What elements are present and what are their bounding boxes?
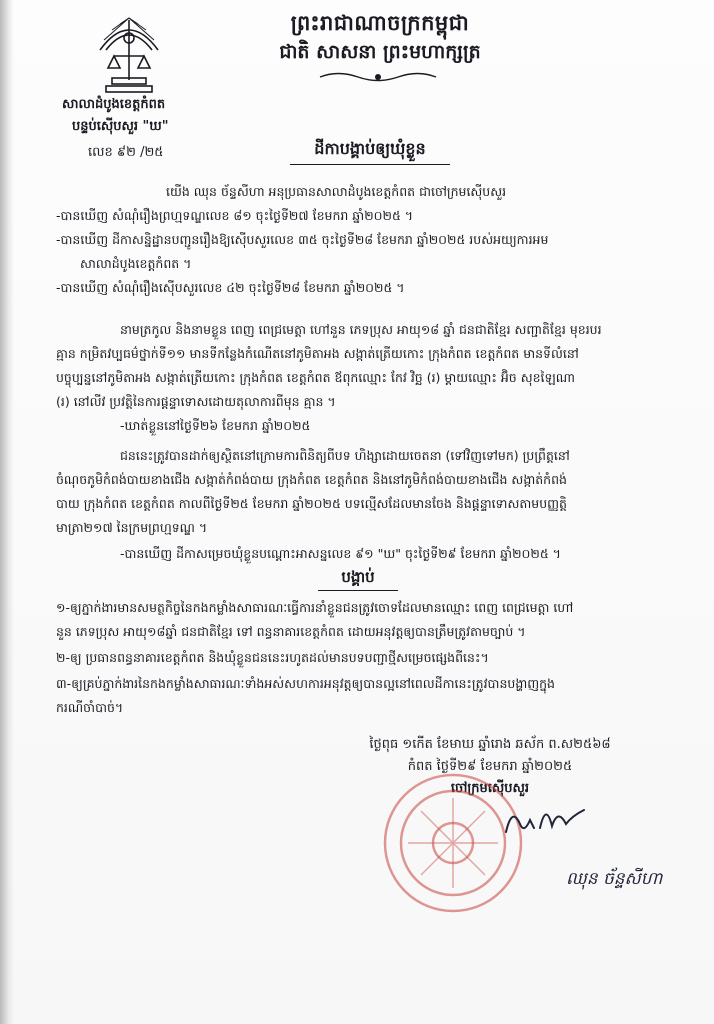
order-line: នួន ភេទប្រុស អាយុ១៨ឆ្នាំ ជនជាតិខ្មែរ ទៅ ពន្ធនាគារខេត្តកំពត ដោយអនុវត្តឲ្យបានត្រឹមត្រូវតាមច្បាប់ ។ bbox=[56, 624, 526, 639]
signing-date: កំពត ថ្ងៃទី២៩ ខែមករា ឆ្នាំ២០២៥ bbox=[407, 759, 573, 774]
scan-edge-shadow bbox=[0, 0, 14, 1024]
body-line: សាលាដំបូងខេត្តកំពត ។ bbox=[80, 256, 192, 271]
body-line: ជននេះត្រូវបានដាក់ឲ្យស្ថិតនៅក្រោមការពិនិត្យពីបទ ហិង្សាដោយចេតនា (ទៅវិញទៅមក) ប្រព្រឹត្តនៅ bbox=[120, 448, 570, 463]
kingdom-heading: ព្រះរាជាណាចក្រកម្ពុជា bbox=[290, 11, 470, 35]
signer-role: ចៅក្រមស៊ើបសួរ bbox=[450, 781, 530, 796]
court-name: សាលាដំបូងខេត្តកំពត bbox=[62, 97, 166, 112]
body-line: បាយ ក្រុងកំពត ខេត្តកំពត កាលពីថ្ងៃទី២៥ ខែមករា ឆ្នាំ២០២៥ បទល្មើសដែលមានចែង និងផ្ដន្ទាទោសតាមបញ្ញត្តិ bbox=[56, 496, 567, 511]
ornament-divider-icon bbox=[318, 70, 438, 84]
order-line: ៣-ឲ្យគ្រប់ភ្នាក់ងារនៃកងកម្លាំងសាធារណៈទាំងអស់សហការអនុវត្តឲ្យបានល្អនៅពេលដីកានេះត្រូវបានបង្ហាញក្នុង bbox=[56, 676, 555, 691]
section-title-orders: បង្គាប់ bbox=[318, 568, 398, 591]
order-line: ១-ឲ្យភ្នាក់ងារមានសមត្ថកិច្ចនៃកងកម្លាំងសាធារណៈធ្វើការនាំខ្លួនជនត្រូវចោទដែលមានឈ្មោះ ពេញ ពេជ្រមេត្តា ហៅ bbox=[56, 600, 574, 615]
body-line: -បានឃើញ សំណុំរឿងស៊ើបសួរលេខ ៤២ ចុះថ្ងៃទី២៨ ខែមករា ឆ្នាំ២០២៥ ។ bbox=[56, 280, 405, 295]
body-line: -បានឃើញ ដីកាសម្រេចឃុំខ្លួនបណ្ដោះអាសន្នលេខ ៩១ "ឃ" ចុះថ្ងៃទី២៩ ខែមករា ឆ្នាំ២០២៥ ។ bbox=[120, 546, 561, 561]
court-emblem-icon bbox=[92, 10, 166, 96]
body-line: -បានឃើញ ដីកាសន្និដ្ឋានបញ្ជូនរឿងឱ្យស៊ើបសួរលេខ ៣៥ ចុះថ្ងៃទី២៨ ខែមករា ឆ្នាំ២០២៥ របស់អយ្យការអម bbox=[56, 232, 549, 247]
body-line: យើង ឈុន ច័ន្ទសីហា អនុប្រធានសាលាដំបូងខេត្តកំពត ជាចៅក្រមស៊ើបសួរ bbox=[166, 184, 507, 199]
reference-number: លេខ ៩២ /២៥ bbox=[88, 145, 164, 160]
body-line: -បានឃើញ សំណុំរឿងព្រហ្មទណ្ឌលេខ ៨១ ចុះថ្ងៃទី២៧ ខែមករា ឆ្នាំ២០២៥ ។ bbox=[56, 208, 414, 223]
body-line: គ្មាន កម្រិតវប្បធម៌ថ្នាក់ទី១១ មានទីកន្លែងកំណើតនៅភូមិតាអង សង្កាត់ត្រើយកោះ ក្រុងកំពត ខេត្តកំពត មានទីលំនៅ bbox=[56, 346, 579, 361]
official-stamp-icon bbox=[378, 768, 528, 918]
body-line: -ឃាត់ខ្លួននៅថ្ងៃទី២៦ ខែមករា ឆ្នាំ២០២៥ bbox=[120, 418, 311, 433]
body-line: មាត្រា២១៧ នៃក្រមព្រហ្មទណ្ឌ ។ bbox=[56, 520, 208, 535]
body-line: បច្ចុប្បន្ននៅភូមិតាអង សង្កាត់ត្រើយកោះ ក្រុងកំពត ខេត្តកំពត ឪពុកឈ្មោះ កែវ វិច្ឆ (រ) ម្ដាយឈ្មោះ អ៊ិច សុខឡៃណា bbox=[56, 370, 576, 385]
order-line: ករណីចាំបាច់។ bbox=[56, 700, 124, 715]
order-line: ២-ឲ្យ ប្រធានពន្ធនាគារខេត្តកំពត និងឃុំខ្លួនជននេះរហូតដល់មានបទបញ្ជាថ្មីសម្រេចផ្សេងពីនេះ។ bbox=[56, 650, 489, 665]
lunar-date: ថ្ងៃពុធ ១កើត ខែមាឃ ឆ្នាំរោង ឆស័ក ព.ស២៥៦៨ bbox=[369, 737, 611, 752]
signer-name: ឈុន ច័ន្ទសីហា bbox=[566, 869, 663, 889]
handwritten-signature-icon bbox=[500, 798, 590, 842]
office-name: បន្ទប់ស៊ើបសួរ "ឃ" bbox=[72, 119, 169, 134]
body-line: នាមត្រកូល និងនាមខ្លួន ពេញ ពេជ្រមេត្តា ហៅនួន ភេទប្រុស អាយុ១៨ ឆ្នាំ ជនជាតិខ្មែរ សញ្ជាតិខ្មែរ មុខរបរ bbox=[120, 322, 602, 337]
national-motto: ជាតិ សាសនា ព្រះមហាក្សត្រ bbox=[279, 41, 481, 63]
document-title: ដីកាបង្គាប់ឲ្យឃុំខ្លួន bbox=[290, 138, 450, 165]
body-line: ចំណុចភូមិកំពង់បាយខាងជើង សង្កាត់កំពង់បាយ ក្រុងកំពត ខេត្តកំពត និងនៅភូមិកំពង់បាយខាងជើង សង្កាត់កំពង់ bbox=[56, 472, 567, 487]
body-line: (រ) នៅលីវ ប្រវត្តិនៃការផ្ដន្ទាទោសដោយតុលាការពីមុន គ្មាន ។ bbox=[56, 394, 336, 409]
